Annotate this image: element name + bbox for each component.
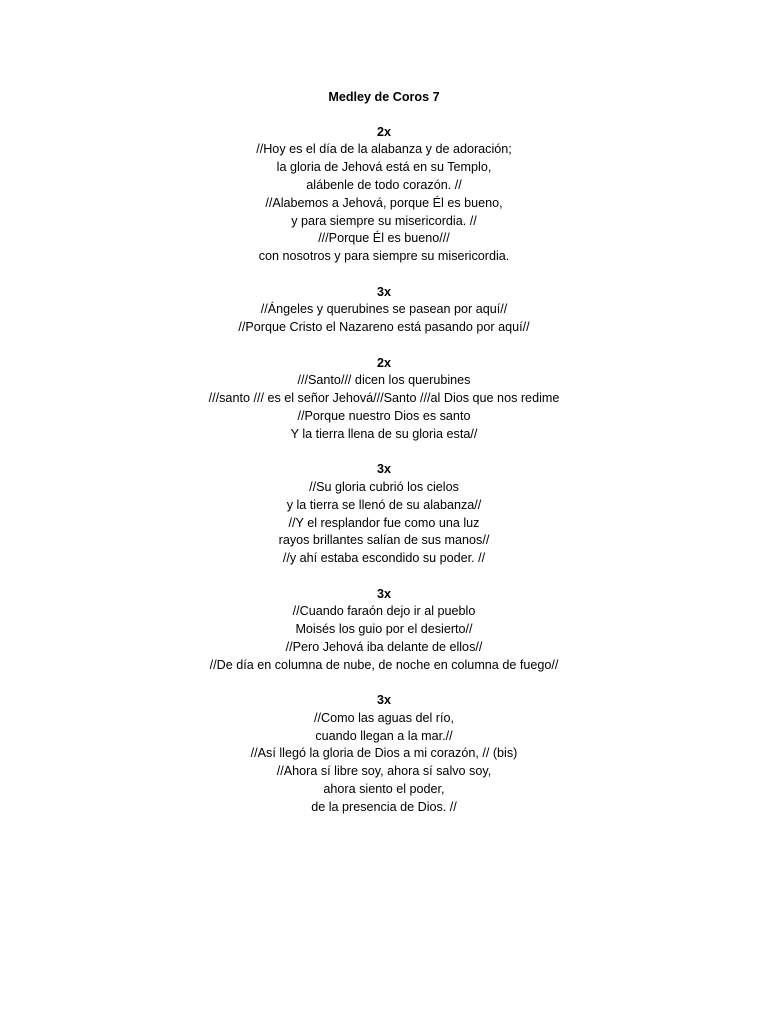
- chorus-section: [0, 284, 768, 337]
- lyric-line: con nosotros y para siempre su misericordia.: [258, 249, 510, 264]
- lyric-line: Moisés los guio por el desierto//: [295, 622, 473, 637]
- lyric-line: ///santo /// es el señor Jehová///Santo ///al Dios que nos redime: [208, 391, 560, 406]
- lyric-line: la gloria de Jehová está en su Templo,: [276, 160, 492, 175]
- lyric-line: //Porque nuestro Dios es santo: [297, 408, 471, 423]
- lyric-line: //Como las aguas del río,: [313, 710, 454, 725]
- lyric-line: ahora siento el poder,: [323, 782, 445, 797]
- lyric-line: //Y el resplandor fue como una luz: [288, 515, 480, 530]
- lyric-line: ///Santo/// dicen los querubines: [297, 373, 471, 388]
- repeat-marker: 2x: [376, 124, 391, 139]
- document-title: Medley de Coros 7: [328, 90, 440, 104]
- lyric-line: alábenle de todo corazón. //: [306, 177, 462, 192]
- chorus-section: [0, 355, 768, 444]
- lyric-line: cuando llegan a la mar.//: [315, 728, 453, 743]
- repeat-marker: 3x: [376, 586, 391, 601]
- lyric-line: y para siempre su misericordia. //: [291, 213, 477, 228]
- lyric-line: de la presencia de Dios. //: [311, 799, 457, 814]
- lyric-line: //y ahí estaba escondido su poder. //: [282, 551, 486, 566]
- chorus-section: [0, 124, 768, 266]
- lyric-line: //Alabemos a Jehová, porque Él es bueno,: [265, 195, 503, 210]
- lyric-line: //Porque Cristo el Nazareno está pasando por aquí//: [238, 320, 530, 335]
- lyric-line: ///Porque Él es bueno///: [318, 231, 450, 246]
- repeat-marker: 2x: [376, 355, 391, 370]
- lyric-line: //Su gloria cubrió los cielos: [309, 479, 459, 494]
- document-body: [0, 88, 768, 817]
- lyric-line: //Hoy es el día de la alabanza y de adoración;: [256, 142, 512, 157]
- chorus-section: [0, 586, 768, 675]
- lyric-line: //Cuando faraón dejo ir al pueblo: [292, 604, 476, 619]
- chorus-section: [0, 461, 768, 568]
- lyric-line: //Ahora sí libre soy, ahora sí salvo soy,: [276, 764, 492, 779]
- lyric-line: //De día en columna de nube, de noche en columna de fuego//: [209, 657, 559, 672]
- lyric-line: Y la tierra llena de su gloria esta//: [290, 426, 478, 441]
- lyric-line: //Así llegó la gloria de Dios a mi corazón, // (bis): [250, 746, 518, 761]
- chorus-section: [0, 692, 768, 817]
- repeat-marker: 3x: [376, 462, 391, 477]
- repeat-marker: 3x: [376, 284, 391, 299]
- lyric-line: //Ángeles y querubines se pasean por aquí//: [260, 302, 508, 317]
- repeat-marker: 3x: [376, 693, 391, 708]
- lyric-line: y la tierra se llenó de su alabanza//: [286, 497, 482, 512]
- lyric-line: //Pero Jehová iba delante de ellos//: [285, 639, 483, 654]
- lyric-line: rayos brillantes salían de sus manos//: [278, 533, 490, 548]
- chorus-sections: [0, 124, 768, 817]
